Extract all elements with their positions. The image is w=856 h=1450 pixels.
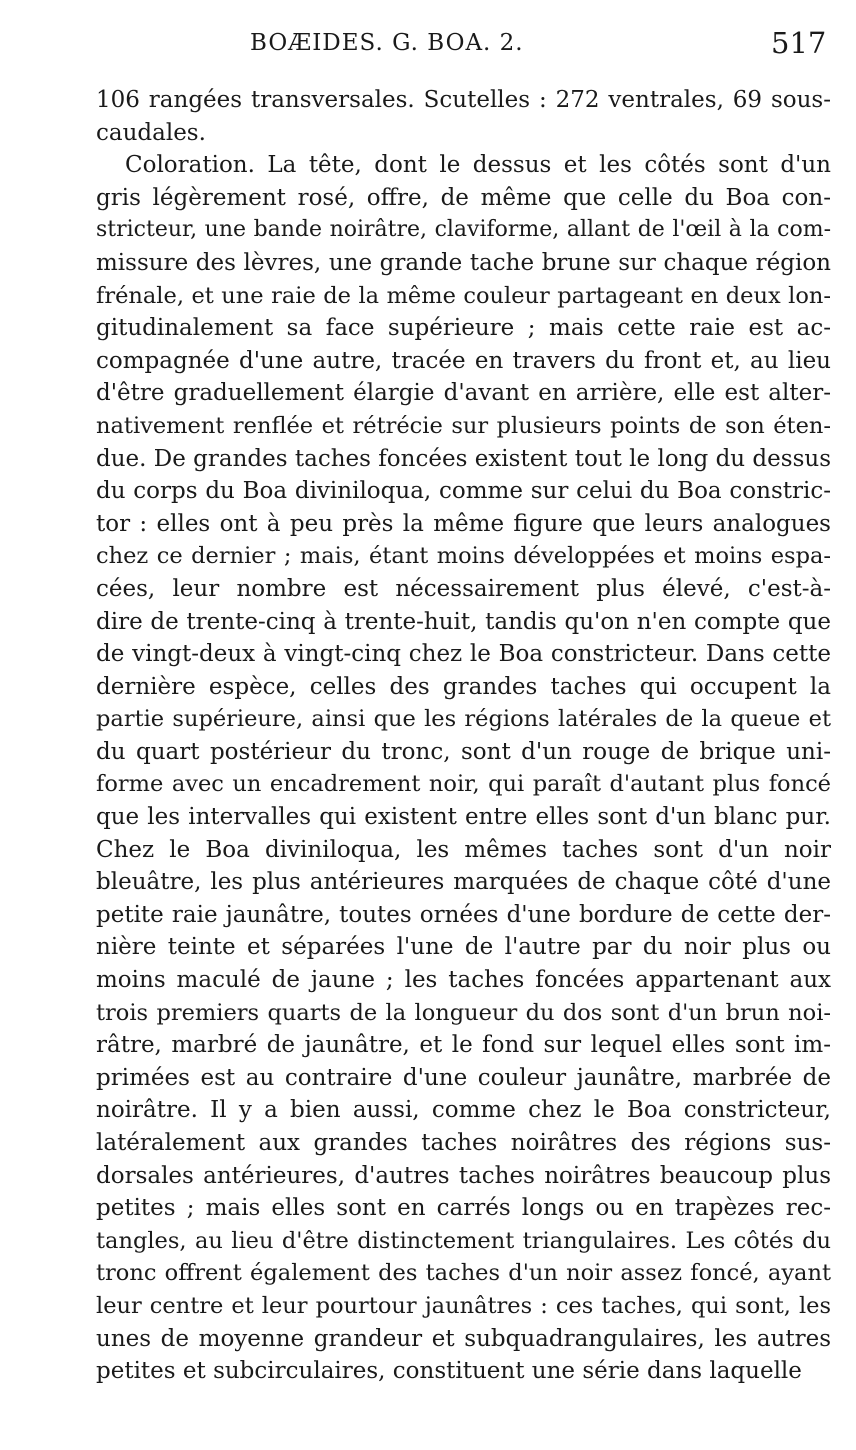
text-line: moins maculé de jaune ; les taches foncées appartenant aux — [96, 967, 831, 994]
text-line: cées, leur nombre est nécessairement plus élevé, c'est-à- — [96, 575, 831, 602]
text-line: dire de trente-cinq à trente-huit, tandis qu'on n'en compte que — [96, 608, 831, 635]
text-line: râtre, marbré de jaunâtre, et le fond sur lequel elles sont im- — [96, 1032, 831, 1059]
text-line: dernière espèce, celles des grandes taches qui occupent la — [96, 673, 831, 700]
text-line: petite raie jaunâtre, toutes ornées d'une bordure de cette der- — [96, 901, 831, 928]
text-line: petites ; mais elles sont en carrés longs ou en trapèzes rec- — [96, 1195, 831, 1222]
text-line: trois premiers quarts de la longueur du dos sont d'un brun noi- — [96, 999, 831, 1026]
text-line: tronc offrent également des taches d'un noir assez foncé, ayant — [96, 1260, 831, 1287]
text-line: nière teinte et séparées l'une de l'autre par du noir plus ou — [96, 934, 831, 961]
text-line: partie supérieure, ainsi que les régions latérales de la queue et — [96, 706, 831, 733]
page-number: 517 — [771, 26, 827, 60]
text-line: dorsales antérieures, d'autres taches noirâtres beaucoup plus — [96, 1162, 831, 1189]
text-line: de vingt-deux à vingt-cinq chez le Boa constricteur. Dans cette — [96, 641, 831, 668]
text-line: missure des lèvres, une grande tache brune sur chaque région — [96, 249, 831, 276]
text-line: chez ce dernier ; mais, étant moins développées et moins espa- — [96, 543, 831, 570]
text-line: gitudinalement sa face supérieure ; mais cette raie est ac- — [96, 315, 831, 342]
text-line: du quart postérieur du tronc, sont d'un rouge de brique uni- — [96, 738, 831, 765]
text-line: tangles, au lieu d'être distinctement triangulaires. Les côtés du — [96, 1227, 831, 1254]
text-line: forme avec un encadrement noir, qui paraît d'autant plus foncé — [96, 771, 831, 798]
text-line: frénale, et une raie de la même couleur partageant en deux lon- — [96, 282, 831, 309]
text-line: unes de moyenne grandeur et subquadrangulaires, les autres — [96, 1325, 831, 1352]
text-line: Chez le Boa diviniloqua, les mêmes taches sont d'un noir — [96, 836, 831, 863]
text-line: du corps du Boa diviniloqua, comme sur celui du Boa constric- — [96, 478, 831, 505]
running-head: BOÆIDES. G. BOA. 2. — [250, 30, 524, 56]
text-line: leur centre et leur pourtour jaunâtres : ces taches, qui sont, les — [96, 1292, 831, 1319]
text-line: d'être graduellement élargie d'avant en arrière, elle est alter- — [96, 380, 831, 407]
text-line: Coloration. La tête, dont le dessus et les côtés sont d'un — [125, 152, 831, 179]
text-line: due. De grandes taches foncées existent tout le long du dessus — [96, 445, 831, 472]
text-line: primées est au contraire d'une couleur jaunâtre, marbrée de — [96, 1064, 831, 1091]
text-line: petites et subcirculaires, constituent une série dans laquelle — [96, 1358, 802, 1385]
text-line: stricteur, une bande noirâtre, claviforme, allant de l'œil à la com- — [96, 217, 831, 243]
text-line: caudales. — [96, 119, 206, 146]
text-line: compagnée d'une autre, tracée en travers du front et, au lieu — [96, 347, 831, 374]
text-line: tor : elles ont à peu près la même figure que leurs analogues — [96, 510, 831, 537]
text-line: que les intervalles qui existent entre elles sont d'un blanc pur. — [96, 804, 831, 831]
text-line: 106 rangées transversales. Scutelles : 272 ventrales, 69 sous- — [96, 87, 831, 113]
body-text — [96, 84, 831, 1388]
text-line: nativement renflée et rétrécie sur plusieurs points de son éten- — [96, 412, 831, 439]
page-header — [0, 8, 856, 60]
text-line: bleuâtre, les plus antérieures marquées de chaque côté d'une — [96, 869, 831, 896]
text-line: gris légèrement rosé, offre, de même que celle du Boa con- — [96, 184, 831, 211]
text-line: latéralement aux grandes taches noirâtres des régions sus- — [96, 1130, 831, 1156]
text-line: noirâtre. Il y a bien aussi, comme chez le Boa constricteur, — [96, 1097, 831, 1124]
